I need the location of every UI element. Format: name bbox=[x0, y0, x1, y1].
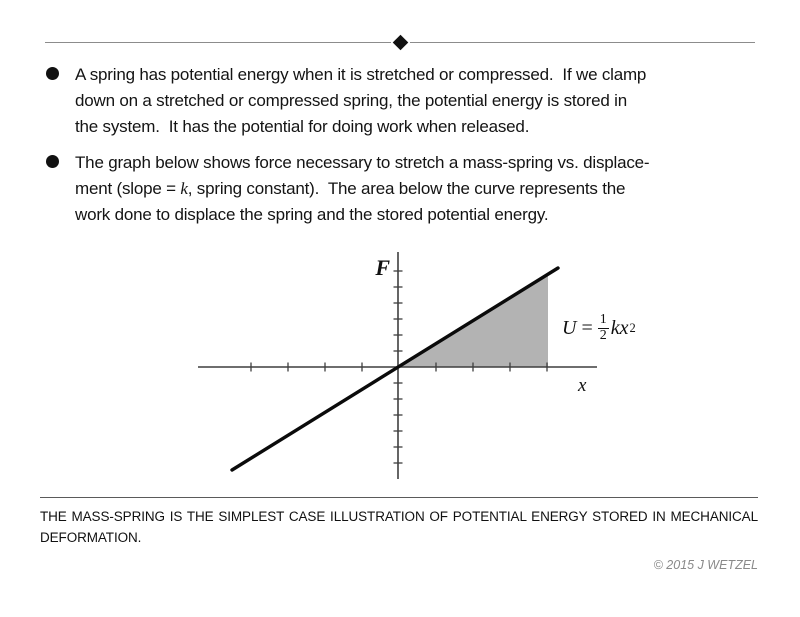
bullet2-text bbox=[75, 150, 649, 228]
fraction-numerator: 1 bbox=[599, 312, 607, 328]
footer-divider bbox=[40, 497, 758, 498]
bullet-icon bbox=[46, 155, 59, 168]
footer-caption-line1: THE MASS-SPRING IS THE SIMPLEST CASE ILLUSTRATION OF POTENTIAL ENERGY STORED IN MECHANICAL bbox=[40, 509, 758, 524]
bullet-item-1 bbox=[46, 62, 646, 140]
y-axis-label: F bbox=[375, 255, 390, 280]
bullet1-line2: down on a stretched or compressed spring, the potential energy is stored in bbox=[75, 91, 627, 110]
divider-line-right bbox=[410, 42, 756, 43]
force-displacement-graph bbox=[190, 245, 645, 485]
bullet-item-2 bbox=[46, 150, 649, 228]
bullet2-line2: ment (slope = k, spring constant). The area below the curve represents the bbox=[75, 179, 626, 198]
divider-line-left bbox=[45, 42, 391, 43]
bullet1-line3: the system. It has the potential for doing work when released. bbox=[75, 117, 530, 136]
fraction-denominator: 2 bbox=[599, 327, 607, 343]
bullet2-line1: The graph below shows force necessary to stretch a mass-spring vs. displace- bbox=[75, 153, 650, 172]
formula-kx: kx bbox=[610, 316, 629, 339]
bullet1-line1: A spring has potential energy when it is stretched or compressed. If we clamp bbox=[75, 65, 647, 84]
spring-constant-k: k bbox=[180, 179, 188, 198]
bullet1-text bbox=[75, 62, 646, 140]
x-axis-label: x bbox=[578, 375, 587, 396]
formula-equals: = bbox=[581, 316, 593, 339]
energy-formula bbox=[562, 309, 636, 347]
bullet2-line3: work done to displace the spring and the stored potential energy. bbox=[75, 205, 549, 224]
formula-fraction bbox=[598, 313, 609, 343]
copyright-notice: © 2015 J WETZEL bbox=[653, 558, 758, 572]
formula-U: U bbox=[562, 316, 577, 339]
force-line bbox=[232, 268, 558, 470]
diamond-icon bbox=[392, 34, 408, 50]
footer-caption-line2: DEFORMATION. bbox=[40, 530, 142, 545]
formula-exponent: 2 bbox=[629, 320, 636, 335]
footer-caption bbox=[40, 506, 758, 548]
bullet-icon bbox=[46, 67, 59, 80]
top-divider bbox=[45, 34, 755, 50]
